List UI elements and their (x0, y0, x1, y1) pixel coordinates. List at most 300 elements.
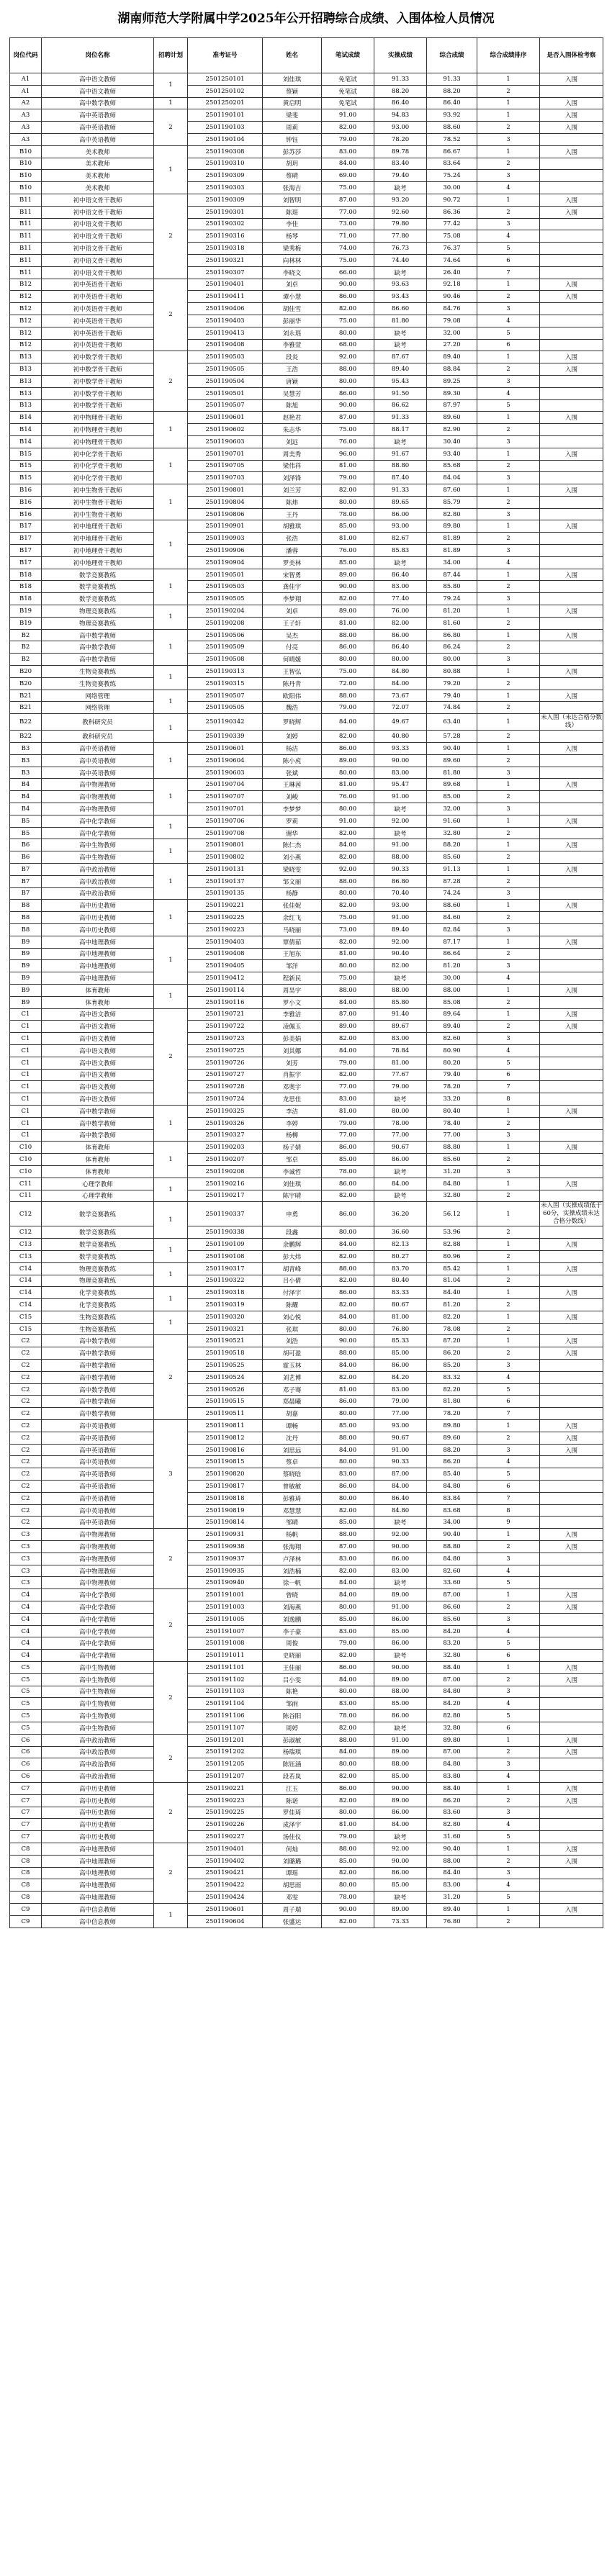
position-code-cell: C1 (10, 1033, 42, 1045)
rank-cell: 7 (477, 1408, 540, 1420)
table-row (10, 1396, 603, 1408)
practical-score-cell: 86.00 (374, 1867, 427, 1879)
position-code-cell: C1 (10, 1105, 42, 1117)
position-code-cell: B7 (10, 887, 42, 900)
status-cell (540, 1081, 603, 1093)
position-name-cell: 体育教师 (42, 984, 154, 996)
practical-score-cell: 89.40 (374, 363, 427, 376)
status-cell (540, 1637, 603, 1650)
total-score-cell: 63.40 (427, 714, 477, 731)
total-score-cell: 32.00 (427, 327, 477, 339)
position-code-cell: C8 (10, 1892, 42, 1904)
plan-count-cell: 2 (154, 1843, 188, 1903)
candidate-name-cell: 胡嘉 (263, 1408, 322, 1420)
written-score-cell: 74.00 (322, 243, 374, 255)
practical-score-cell: 89.65 (374, 496, 427, 508)
total-score-cell: 78.52 (427, 133, 477, 145)
exam-number-cell: 2501190339 (188, 731, 263, 743)
position-code-cell: C1 (10, 1093, 42, 1106)
candidate-name-cell: 王丹 (263, 508, 322, 520)
table-row (10, 629, 603, 641)
rank-cell: 4 (477, 1819, 540, 1831)
written-score-cell: 78.00 (322, 1710, 374, 1722)
exam-number-cell: 2501190318 (188, 1287, 263, 1299)
status-cell (540, 1250, 603, 1262)
position-code-cell: C15 (10, 1323, 42, 1335)
practical-score-cell: 缺考 (374, 1577, 427, 1589)
practical-score-cell: 91.00 (374, 1444, 427, 1456)
status-cell: 入围 (540, 194, 603, 206)
table-row (10, 243, 603, 255)
written-score-cell: 86.00 (322, 1202, 374, 1226)
total-score-cell: 87.97 (427, 399, 477, 412)
candidate-name-cell: 谭畅 (263, 1420, 322, 1432)
practical-score-cell: 82.00 (374, 960, 427, 972)
position-name-cell: 初中英语骨干教师 (42, 291, 154, 303)
candidate-name-cell: 张琪 (263, 1323, 322, 1335)
table-row (10, 1057, 603, 1069)
rank-cell: 3 (477, 887, 540, 900)
written-score-cell: 88.00 (322, 875, 374, 887)
total-score-cell: 31.20 (427, 1892, 477, 1904)
total-score-cell: 27.20 (427, 339, 477, 351)
total-score-cell: 86.64 (427, 948, 477, 960)
exam-number-cell: 2501190301 (188, 206, 263, 218)
written-score-cell: 85.00 (322, 556, 374, 569)
status-cell: 入围 (540, 1541, 603, 1553)
exam-number-cell: 2501190109 (188, 1239, 263, 1251)
candidate-name-cell: 刘永瑶 (263, 327, 322, 339)
position-name-cell: 高中历史教师 (42, 1819, 154, 1831)
table-row (10, 1492, 603, 1504)
status-cell (540, 1117, 603, 1129)
rank-cell: 4 (477, 315, 540, 327)
written-score-cell: 82.00 (322, 1722, 374, 1734)
position-code-cell: B13 (10, 399, 42, 412)
exam-number-cell: 2501190226 (188, 1819, 263, 1831)
rank-cell: 1 (477, 194, 540, 206)
candidate-name-cell: 吴慧芳 (263, 387, 322, 399)
rank-cell: 1 (477, 714, 540, 731)
total-score-cell: 26.40 (427, 266, 477, 279)
table-row (10, 690, 603, 702)
candidate-name-cell: 杨琴 (263, 230, 322, 243)
rank-cell: 5 (477, 243, 540, 255)
rank-cell: 2 (477, 1154, 540, 1166)
exam-number-cell: 2501190203 (188, 1142, 263, 1154)
practical-score-cell: 89.67 (374, 1021, 427, 1033)
written-score-cell: 77.00 (322, 1129, 374, 1142)
rank-cell: 3 (477, 654, 540, 666)
practical-score-cell: 92.00 (374, 815, 427, 827)
status-cell (540, 1819, 603, 1831)
position-code-cell: B14 (10, 424, 42, 436)
practical-score-cell: 90.67 (374, 1142, 427, 1154)
rank-cell: 2 (477, 206, 540, 218)
practical-score-cell: 缺考 (374, 266, 427, 279)
candidate-name-cell: 汤佳仪 (263, 1831, 322, 1843)
position-code-cell: B20 (10, 666, 42, 678)
table-row (10, 581, 603, 593)
status-cell: 入围 (540, 520, 603, 533)
exam-number-cell: 2501190402 (188, 1855, 263, 1867)
practical-score-cell: 83.00 (374, 767, 427, 779)
position-name-cell: 高中地理教师 (42, 1843, 154, 1855)
position-code-cell: C2 (10, 1396, 42, 1408)
exam-number-cell: 2501190327 (188, 1129, 263, 1142)
written-score-cell: 90.00 (322, 399, 374, 412)
position-name-cell: 初中化学骨干教师 (42, 448, 154, 460)
total-score-cell: 89.40 (427, 1903, 477, 1915)
total-score-cell: 88.40 (427, 1662, 477, 1674)
rank-cell: 2 (477, 424, 540, 436)
position-code-cell: B5 (10, 827, 42, 839)
practical-score-cell: 缺考 (374, 972, 427, 985)
candidate-name-cell: 胡雅琪 (263, 520, 322, 533)
position-code-cell: B13 (10, 351, 42, 363)
total-score-cell: 85.60 (427, 1154, 477, 1166)
rank-cell: 2 (477, 122, 540, 134)
total-score-cell: 86.40 (427, 97, 477, 109)
total-score-cell: 89.60 (427, 754, 477, 767)
rank-cell: 4 (477, 556, 540, 569)
position-code-cell: B13 (10, 387, 42, 399)
position-code-cell: C14 (10, 1275, 42, 1287)
status-cell (540, 218, 603, 230)
written-score-cell: 76.00 (322, 435, 374, 448)
position-code-cell: C2 (10, 1468, 42, 1481)
total-score-cell: 85.40 (427, 1468, 477, 1481)
position-code-cell: C6 (10, 1734, 42, 1746)
table-row (10, 702, 603, 714)
position-code-cell: B9 (10, 972, 42, 985)
position-name-cell: 高中数学教师 (42, 1105, 154, 1117)
table-row (10, 875, 603, 887)
total-score-cell: 86.20 (427, 1456, 477, 1468)
position-name-cell: 高中历史教师 (42, 1807, 154, 1819)
practical-score-cell: 缺考 (374, 339, 427, 351)
position-code-cell: C5 (10, 1722, 42, 1734)
exam-number-cell: 2501190727 (188, 1069, 263, 1081)
table-row (10, 254, 603, 266)
total-score-cell: 31.60 (427, 1831, 477, 1843)
table-row (10, 1879, 603, 1892)
table-row (10, 1650, 603, 1662)
rank-cell: 2 (477, 1190, 540, 1202)
plan-count-cell: 1 (154, 1903, 188, 1928)
table-row (10, 779, 603, 791)
position-code-cell: B9 (10, 996, 42, 1008)
table-row (10, 412, 603, 424)
table-row (10, 791, 603, 803)
position-code-cell: C8 (10, 1855, 42, 1867)
table-row (10, 912, 603, 924)
rank-cell: 1 (477, 1843, 540, 1855)
exam-number-cell: 2501190601 (188, 743, 263, 755)
candidate-name-cell: 陈钰涵 (263, 1758, 322, 1771)
table-row (10, 1335, 603, 1347)
written-score-cell: 82.00 (322, 900, 374, 912)
written-score-cell: 86.00 (322, 1142, 374, 1154)
practical-score-cell: 88.80 (374, 460, 427, 472)
position-name-cell: 初中数学骨干教师 (42, 363, 154, 376)
position-name-cell: 数学竞赛教练 (42, 569, 154, 581)
total-score-cell: 82.60 (427, 1565, 477, 1577)
total-score-cell: 79.40 (427, 1069, 477, 1081)
status-cell (540, 1915, 603, 1928)
exam-number-cell: 2501190337 (188, 1202, 263, 1226)
candidate-name-cell: 付泽宇 (263, 1287, 322, 1299)
table-row (10, 109, 603, 122)
practical-score-cell: 85.00 (374, 1625, 427, 1637)
written-score-cell: 86.00 (322, 743, 374, 755)
table-row (10, 194, 603, 206)
written-score-cell: 82.00 (322, 827, 374, 839)
position-name-cell: 高中政治教师 (42, 1771, 154, 1783)
position-code-cell: B3 (10, 767, 42, 779)
practical-score-cell: 84.00 (374, 1481, 427, 1493)
candidate-name-cell: 张浩 (263, 533, 322, 545)
candidate-name-cell: 段鑫 (263, 1226, 322, 1239)
table-row (10, 1722, 603, 1734)
status-cell: 入围 (540, 1335, 603, 1347)
position-name-cell: 高中政治教师 (42, 887, 154, 900)
plan-count-cell: 1 (154, 666, 188, 690)
rank-cell: 6 (477, 1481, 540, 1493)
rank-cell: 1 (477, 1335, 540, 1347)
exam-number-cell: 2501190307 (188, 266, 263, 279)
status-cell (540, 1722, 603, 1734)
status-cell: 入围 (540, 936, 603, 948)
candidate-name-cell: 刘浩楠 (263, 1565, 322, 1577)
written-score-cell: 89.00 (322, 754, 374, 767)
position-name-cell: 高中政治教师 (42, 1758, 154, 1771)
status-cell (540, 1565, 603, 1577)
candidate-name-cell: 史晓丽 (263, 1650, 322, 1662)
table-row (10, 654, 603, 666)
position-code-cell: C5 (10, 1710, 42, 1722)
table-row (10, 996, 603, 1008)
table-row (10, 593, 603, 605)
position-code-cell: B8 (10, 923, 42, 936)
status-cell: 入围 (540, 206, 603, 218)
position-name-cell: 高中数学教师 (42, 1347, 154, 1360)
total-score-cell: 82.80 (427, 1819, 477, 1831)
total-score-cell: 85.20 (427, 1360, 477, 1372)
practical-score-cell: 88.00 (374, 984, 427, 996)
exam-number-cell: 2501190321 (188, 254, 263, 266)
candidate-name-cell: 张海吉 (263, 182, 322, 194)
written-score-cell: 92.00 (322, 351, 374, 363)
rank-cell: 2 (477, 1299, 540, 1311)
position-name-cell: 高中语文教师 (42, 1069, 154, 1081)
position-name-cell: 高中英语教师 (42, 1432, 154, 1444)
rank-cell: 3 (477, 1758, 540, 1771)
status-cell: 入围 (540, 1008, 603, 1021)
table-row (10, 363, 603, 376)
written-score-cell: 69.00 (322, 170, 374, 182)
position-code-cell: B21 (10, 690, 42, 702)
rank-cell: 6 (477, 1396, 540, 1408)
position-name-cell: 初中数学骨干教师 (42, 387, 154, 399)
status-cell (540, 912, 603, 924)
candidate-name-cell: 邓慧慧 (263, 1504, 322, 1517)
plan-count-cell: 2 (154, 1335, 188, 1420)
table-row (10, 1190, 603, 1202)
total-score-cell: 32.00 (427, 803, 477, 815)
position-name-cell: 高中数学教师 (42, 1335, 154, 1347)
position-name-cell: 高中语文教师 (42, 1081, 154, 1093)
rank-cell: 1 (477, 1239, 540, 1251)
position-name-cell: 高中生物教师 (42, 1722, 154, 1734)
table-row (10, 1287, 603, 1299)
table-row (10, 641, 603, 654)
exam-number-cell: 2501190309 (188, 194, 263, 206)
table-row (10, 1371, 603, 1383)
rank-cell: 4 (477, 182, 540, 194)
exam-number-cell: 2501190701 (188, 448, 263, 460)
status-cell (540, 654, 603, 666)
exam-number-cell: 2501190728 (188, 1081, 263, 1093)
exam-number-cell: 2501190318 (188, 243, 263, 255)
position-name-cell: 体育教师 (42, 1165, 154, 1178)
written-score-cell: 83.00 (322, 1093, 374, 1106)
status-cell: 入围 (540, 484, 603, 497)
position-code-cell: C9 (10, 1903, 42, 1915)
candidate-name-cell: 魏浩 (263, 702, 322, 714)
total-score-cell: 88.80 (427, 1541, 477, 1553)
table-row (10, 948, 603, 960)
written-score-cell: 84.00 (322, 1577, 374, 1589)
total-score-cell: 87.00 (427, 1589, 477, 1601)
written-score-cell: 80.00 (322, 1323, 374, 1335)
written-score-cell: 88.00 (322, 1262, 374, 1275)
position-code-cell: C12 (10, 1202, 42, 1226)
total-score-cell: 80.88 (427, 666, 477, 678)
exam-number-cell: 2501190515 (188, 1396, 263, 1408)
status-cell (540, 1710, 603, 1722)
position-name-cell: 高中英语教师 (42, 1468, 154, 1481)
position-code-cell: B14 (10, 412, 42, 424)
practical-score-cell: 92.60 (374, 206, 427, 218)
table-row (10, 484, 603, 497)
written-score-cell: 90.00 (322, 1903, 374, 1915)
rank-cell: 2 (477, 851, 540, 864)
total-score-cell: 87.17 (427, 936, 477, 948)
candidate-name-cell: 徐一帆 (263, 1577, 322, 1589)
candidate-name-cell: 陈宇晴 (263, 1190, 322, 1202)
total-score-cell: 83.84 (427, 1492, 477, 1504)
candidate-name-cell: 张海翔 (263, 1541, 322, 1553)
status-cell (540, 1892, 603, 1904)
total-score-cell: 88.40 (427, 1782, 477, 1794)
rank-cell: 2 (477, 496, 540, 508)
plan-count-cell: 1 (154, 448, 188, 484)
candidate-name-cell: 李雅萱 (263, 339, 322, 351)
practical-score-cell: 78.00 (374, 1117, 427, 1129)
position-name-cell: 初中物理骨干教师 (42, 424, 154, 436)
status-cell: 入围 (540, 1855, 603, 1867)
plan-count-cell: 2 (154, 1589, 188, 1662)
position-name-cell: 初中生物骨干教师 (42, 496, 154, 508)
position-code-cell: B10 (10, 182, 42, 194)
rank-cell: 1 (477, 1662, 540, 1674)
table-row (10, 1758, 603, 1771)
status-cell (540, 1033, 603, 1045)
candidate-name-cell: 龙思佳 (263, 1093, 322, 1106)
status-cell (540, 702, 603, 714)
position-code-cell: B11 (10, 230, 42, 243)
candidate-name-cell: 陈炜 (263, 496, 322, 508)
candidate-name-cell: 向林林 (263, 254, 322, 266)
position-code-cell: C3 (10, 1529, 42, 1541)
practical-score-cell: 83.40 (374, 158, 427, 170)
total-score-cell: 84.76 (427, 303, 477, 315)
rank-cell: 5 (477, 1831, 540, 1843)
position-name-cell: 网络管理 (42, 702, 154, 714)
exam-number-cell: 2501190819 (188, 1504, 263, 1517)
written-score-cell: 83.00 (322, 1468, 374, 1481)
rank-cell: 1 (477, 1903, 540, 1915)
candidate-name-cell: 何灿 (263, 1843, 322, 1855)
written-score-cell: 81.00 (322, 1105, 374, 1117)
practical-score-cell: 91.33 (374, 73, 427, 86)
rank-cell: 1 (477, 864, 540, 876)
written-score-cell: 86.00 (322, 291, 374, 303)
status-cell (540, 996, 603, 1008)
written-score-cell: 75.00 (322, 424, 374, 436)
practical-score-cell: 86.00 (374, 1613, 427, 1625)
written-score-cell: 84.00 (322, 996, 374, 1008)
table-row (10, 1069, 603, 1081)
rank-cell: 1 (477, 1202, 540, 1226)
position-name-cell: 数学竞赛教练 (42, 1250, 154, 1262)
position-name-cell: 高中生物教师 (42, 1686, 154, 1698)
total-score-cell: 79.24 (427, 593, 477, 605)
rank-cell: 4 (477, 1879, 540, 1892)
exam-number-cell: 2501190604 (188, 754, 263, 767)
written-score-cell: 82.00 (322, 1771, 374, 1783)
exam-number-cell: 2501190413 (188, 327, 263, 339)
status-cell (540, 1771, 603, 1783)
candidate-name-cell: 刘佳琪 (263, 73, 322, 86)
exam-number-cell: 2501190505 (188, 363, 263, 376)
exam-number-cell: 2501190310 (188, 158, 263, 170)
position-name-cell: 初中语文骨干教师 (42, 230, 154, 243)
total-score-cell: 83.00 (427, 1879, 477, 1892)
candidate-name-cell: 李梦翔 (263, 593, 322, 605)
position-code-cell: A3 (10, 109, 42, 122)
status-cell (540, 1154, 603, 1166)
plan-count-cell: 1 (154, 73, 188, 98)
status-cell (540, 1299, 603, 1311)
rank-cell: 4 (477, 1456, 540, 1468)
exam-number-cell: 2501190525 (188, 1360, 263, 1372)
status-cell (540, 1879, 603, 1892)
position-code-cell: B22 (10, 714, 42, 731)
rank-cell: 2 (477, 791, 540, 803)
rank-cell: 3 (477, 472, 540, 484)
written-score-cell: 84.00 (322, 1239, 374, 1251)
candidate-name-cell: 杨瑞琪 (263, 1746, 322, 1758)
position-name-cell: 高中地理教师 (42, 1892, 154, 1904)
exam-number-cell: 2501190406 (188, 303, 263, 315)
exam-number-cell: 2501190601 (188, 1903, 263, 1915)
position-code-cell: B12 (10, 291, 42, 303)
exam-number-cell: 2501190521 (188, 1335, 263, 1347)
table-row (10, 1202, 603, 1226)
position-code-cell: B7 (10, 875, 42, 887)
